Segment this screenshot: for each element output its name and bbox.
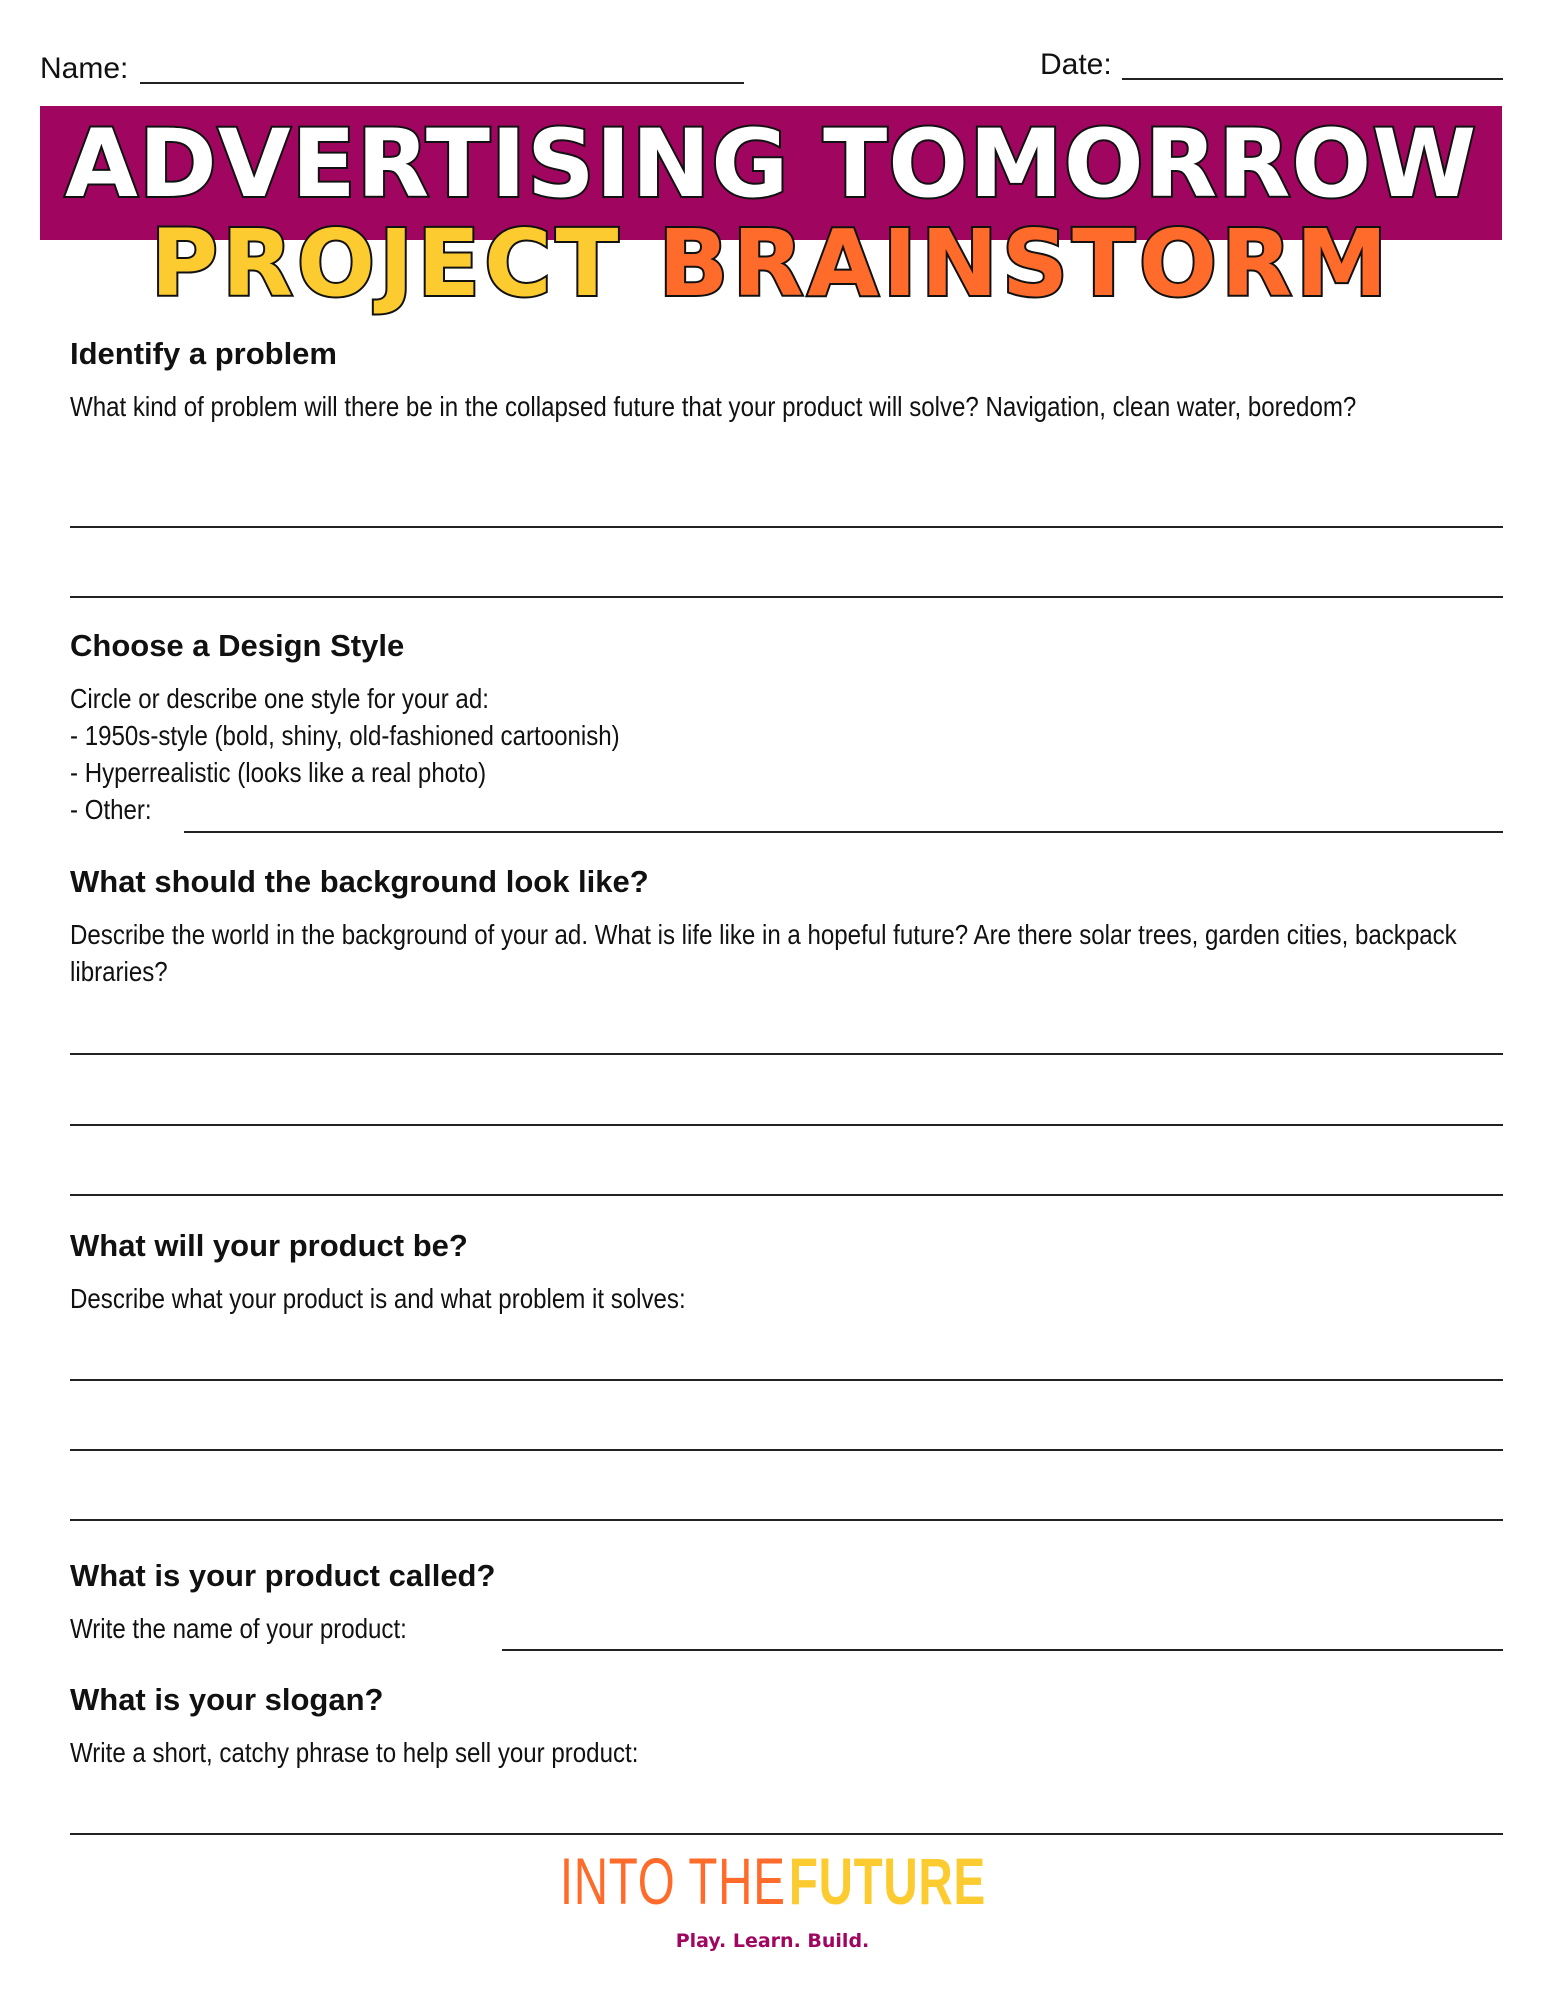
- problem-prompt: What kind of problem will there be in the collapsed future that your product will solve? Navigation, clean water, boredom?: [70, 391, 1357, 422]
- product-answer-line[interactable]: [70, 1519, 1503, 1521]
- background-answer-line[interactable]: [70, 1194, 1503, 1196]
- problem-answer-line[interactable]: [70, 526, 1503, 528]
- product-name-heading: What is your product called?: [70, 1558, 496, 1593]
- product-answer-line[interactable]: [70, 1379, 1503, 1381]
- slogan-prompt: Write a short, catchy phrase to help sell your product:: [70, 1737, 639, 1768]
- banner-title-top: ADVERTISING TOMORROW: [64, 110, 1478, 219]
- name-field[interactable]: [140, 82, 744, 84]
- style-heading: Choose a Design Style: [70, 628, 405, 663]
- product-name-prompt: Write the name of your product:: [70, 1613, 407, 1644]
- slogan-answer-line[interactable]: [70, 1833, 1503, 1835]
- style-option-1950s[interactable]: - 1950s-style (bold, shiny, old-fashioned cartoonish): [70, 720, 620, 751]
- style-option-hyperrealistic[interactable]: - Hyperrealistic (looks like a real photo): [70, 757, 487, 788]
- date-label: Date:: [1040, 48, 1112, 81]
- banner-word-brainstorm: BRAINSTORM: [658, 210, 1392, 317]
- slogan-heading: What is your slogan?: [70, 1682, 384, 1717]
- problem-heading: Identify a problem: [70, 336, 337, 371]
- product-heading: What will your product be?: [70, 1228, 468, 1263]
- product-prompt: Describe what your product is and what problem it solves:: [70, 1283, 686, 1314]
- background-answer-line[interactable]: [70, 1053, 1503, 1055]
- style-option-other[interactable]: - Other:: [70, 794, 152, 825]
- logo-text-future: FUTURE: [788, 1844, 986, 1918]
- logo-text-into-the: INTO THE: [559, 1844, 786, 1918]
- problem-answer-line[interactable]: [70, 596, 1503, 598]
- product-answer-line[interactable]: [70, 1449, 1503, 1451]
- product-name-line[interactable]: [502, 1649, 1503, 1651]
- into-the-future-logo: [0, 1843, 1545, 1919]
- background-prompt: Describe the world in the background of your ad. What is life like in a hopeful future? Are there solar trees, garden cities, backpack libraries?: [70, 919, 1457, 987]
- date-field[interactable]: [1122, 78, 1503, 80]
- background-answer-line[interactable]: [70, 1124, 1503, 1126]
- background-heading: What should the background look like?: [70, 864, 649, 899]
- name-label: Name:: [40, 52, 129, 85]
- style-intro: Circle or describe one style for your ad:: [70, 683, 489, 714]
- tagline: Play. Learn. Build.: [675, 1930, 870, 1952]
- banner-word-project: PROJECT: [150, 210, 623, 317]
- banner-title-bottom: [40, 210, 1502, 317]
- style-other-line[interactable]: [184, 831, 1503, 833]
